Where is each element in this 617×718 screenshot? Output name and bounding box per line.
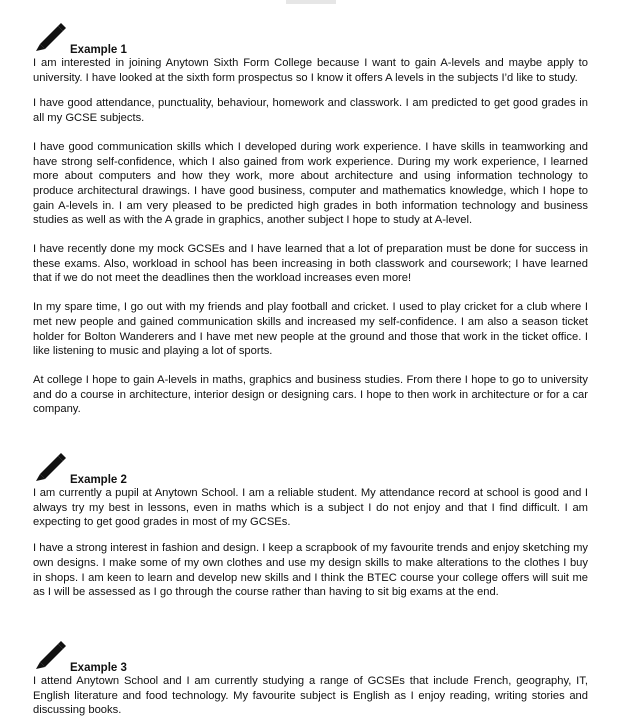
example-1-section bbox=[33, 18, 588, 417]
example-1-paragraph-2: I have good attendance, punctuality, behaviour, homework and classwork. I am predicted to get good grades in all my GCSE subjects. bbox=[33, 97, 588, 125]
example-1-heading-row bbox=[33, 18, 588, 56]
example-1-paragraph-6: At college I hope to gain A-levels in maths, graphics and business studies. From there I hope to go to university and do a course in architecture, interior design or designing cars. I hope to then work in architecture or for a car company. bbox=[33, 373, 588, 416]
example-1-paragraph-3: I have good communication skills which I developed during work experience. I have skills in teamworking and have strong self-confidence, which I also gained from work experience. During my work experience, I learned more about computers and how they work, more about architecture and using information technology to produce architectural drawings. I have good business, computer and mathematics knowledge, which I hope to gain A-levels in. I am very pleased to be predicted high grades in both information technology and business studies as well as with the A grade in graphics, another subject I hope to study at A-level. bbox=[33, 140, 588, 227]
pencil-icon bbox=[33, 18, 67, 52]
example-1-paragraph-4: I have recently done my mock GCSEs and I have learned that a lot of preparation must be done for success in these exams. Also, workload in school has been increasing in both classwork and coursework; I have learned that if we do not meet the deadlines then the workload increases even more! bbox=[33, 243, 588, 285]
example-2-paragraph-2: I have a strong interest in fashion and design. I keep a scrapbook of my favourite trends and enjoy sketching my own designs. I make some of my own clothes and use my design skills to make alterations to the clothes I buy in shops. I am keen to learn and develop new skills and I think the BTEC course your college offers will suit me as I will be assessed as I go through the course rather than having to sit big exams at the end. bbox=[33, 542, 588, 599]
example-3-heading: Example 3 bbox=[70, 661, 127, 674]
document-page bbox=[33, 18, 588, 718]
example-3-section bbox=[33, 636, 588, 718]
example-3-paragraph-1: I attend Anytown School and I am currently studying a range of GCSEs that include French, geography, IT, English literature and food technology. My favourite subject is English as I enjoy reading, writing stories and discussing books. bbox=[33, 674, 588, 717]
pencil-icon bbox=[33, 448, 67, 482]
example-1-paragraph-5: In my spare time, I go out with my friends and play football and cricket. I used to play cricket for a club where I met new people and gained communication skills and increased my self-confidence. I am also a season ticket holder for Bolton Wanderers and I have met new people at the ground and those that work in the ticket office. I like listening to music and playing a lot of sports. bbox=[33, 301, 588, 358]
example-1-paragraph-1: I am interested in joining Anytown Sixth Form College because I want to gain A-levels and maybe apply to university. I have looked at the sixth form prospectus so I know it offers A levels in the subjects I’d like to study. bbox=[33, 57, 588, 84]
pencil-icon bbox=[33, 636, 67, 670]
example-2-heading: Example 2 bbox=[70, 474, 127, 487]
example-3-heading-row bbox=[33, 636, 588, 674]
example-2-section bbox=[33, 448, 588, 600]
example-2-heading-row bbox=[33, 448, 588, 486]
example-1-heading: Example 1 bbox=[70, 44, 127, 56]
example-2-paragraph-1: I am currently a pupil at Anytown School. I am a reliable student. My attendance record at school is good and I always try my best in lessons, even in maths which is a subject I do not enjoy and that I find difficult. I am expecting to get good grades in most of my GCSEs. bbox=[33, 487, 588, 529]
top-edge-bar bbox=[286, 0, 336, 4]
